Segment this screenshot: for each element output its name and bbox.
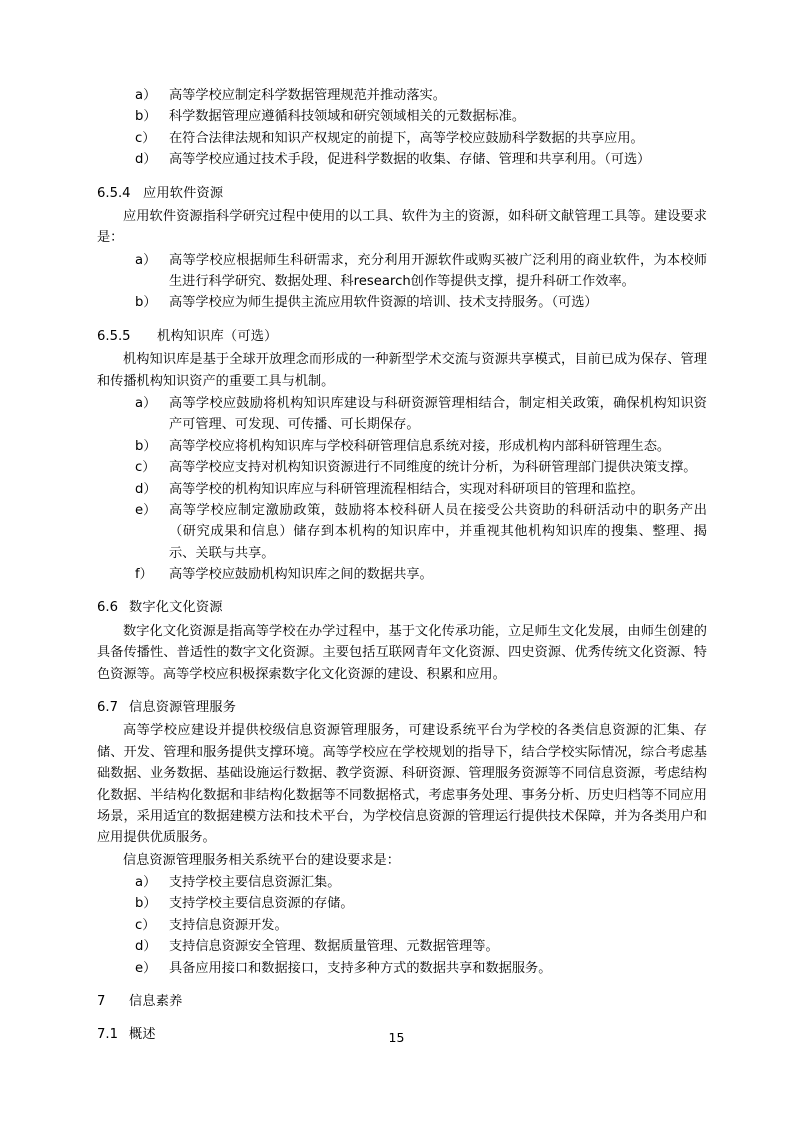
heading-7 xyxy=(97,992,707,1012)
list-item xyxy=(97,250,707,293)
list-6-5-5 xyxy=(97,393,707,585)
list-scientific-data xyxy=(97,85,707,171)
list-6-7 xyxy=(97,872,707,979)
list-6-5-4 xyxy=(97,250,707,314)
page-content xyxy=(97,84,707,1048)
list-item xyxy=(97,564,707,585)
list-item-text: 高等学校应为师生提供主流应用软件资源的培训、技术支持服务。（可选） xyxy=(169,295,598,311)
list-item xyxy=(97,500,707,564)
list-item-text: 支持学校主要信息资源汇集。 xyxy=(169,875,341,891)
list-item-marker: e） xyxy=(135,960,157,976)
list-item xyxy=(97,436,707,457)
list-item-marker: a） xyxy=(135,88,157,103)
heading-6-6-title: 数字化文化资源 xyxy=(129,600,223,616)
list-item-text: 具备应用接口和数据接口，支持多种方式的数据共享和数据服务。 xyxy=(169,960,552,976)
page-number: 15 xyxy=(388,1030,405,1045)
list-item-text: 高等学校应制定科学数据管理规范并推动落实。 xyxy=(169,88,446,103)
list-item-text: 在符合法律法规和知识产权规定的前提下，高等学校应鼓励科学数据的共享应用。 xyxy=(169,130,644,146)
heading-6-5-4-number: 6.5.4 xyxy=(97,185,131,201)
list-item-marker: b） xyxy=(135,295,157,311)
list-item xyxy=(97,393,707,436)
heading-6-6 xyxy=(97,598,707,618)
list-item xyxy=(97,893,707,914)
heading-7-1-number: 7.1 xyxy=(97,1027,118,1043)
list-item-text: 高等学校应根据师生科研需求，充分利用开源软件或购买被广泛利用的商业软件，为本校师生进行科学研究、数据处理、科research创作等提供支撑，提升科研工作效率。 xyxy=(169,252,707,290)
heading-6-5-4 xyxy=(97,184,707,204)
list-item xyxy=(97,106,707,127)
heading-6-5-5-title: 机构知识库（可选） xyxy=(157,328,278,344)
paragraph-6-5-5: 机构知识库是基于全球开放理念而形成的一种新型学术交流与资源共享模式，目前已成为保存、管理和传播机构知识资产的重要工具与机制。 xyxy=(97,352,707,389)
list-item-marker: a） xyxy=(135,875,157,891)
list-item-text: 科学数据管理应遵循科技领域和研究领域相关的元数据标准。 xyxy=(169,109,526,125)
heading-6-5-5-number: 6.5.5 xyxy=(97,328,131,344)
list-item xyxy=(97,479,707,500)
list-item-marker: d） xyxy=(135,939,157,955)
paragraph-6-6: 数字化文化资源是指高等学校在办学过程中，基于文化传承功能，立足师生文化发展，由师生创建的具备传播性、普适性的数字文化资源。主要包括互联网青年文化资源、四史资源、优秀传统文化资源、特色资源等。高等学校应积极探索数字化文化资源的建设、积累和应用。 xyxy=(97,623,707,682)
list-item-text: 高等学校应鼓励机构知识库之间的数据共享。 xyxy=(169,567,433,583)
list-item-marker: e） xyxy=(135,502,157,518)
list-item-marker: f） xyxy=(135,567,153,583)
list-item-text: 支持信息资源开发。 xyxy=(169,917,288,933)
list-item xyxy=(97,457,707,478)
list-item-text: 支持学校主要信息资源的存储。 xyxy=(169,896,354,912)
paragraph-6-5-4: 应用软件资源指科学研究过程中使用的以工具、软件为主的资源，如科研文献管理工具等。建设要求是： xyxy=(97,208,707,246)
list-item-marker: a） xyxy=(135,396,157,412)
list-item-text: 支持信息资源安全管理、数据质量管理、元数据管理等。 xyxy=(169,939,499,955)
list-item-text: 高等学校的机构知识库应与科研管理流程相结合，实现对科研项目的管理和监控。 xyxy=(169,481,644,497)
list-item-text: 高等学校应将机构知识库与学校科研管理信息系统对接，形成机构内部科研管理生态。 xyxy=(169,438,671,454)
list-item-marker: c） xyxy=(135,130,156,146)
list-item xyxy=(97,936,707,957)
heading-7-1-title: 概述 xyxy=(129,1027,156,1043)
heading-7-number: 7 xyxy=(97,993,106,1009)
heading-7-title: 信息素养 xyxy=(129,993,183,1009)
heading-6-5-5 xyxy=(97,327,707,347)
list-item-text: 高等学校应支持对机构知识资源进行不同维度的统计分析，为科研管理部门提供决策支撑。 xyxy=(169,460,697,476)
heading-6-6-number: 6.6 xyxy=(97,600,118,616)
list-item-marker: d） xyxy=(135,481,157,497)
list-item-marker: a） xyxy=(135,252,157,268)
list-item-marker: b） xyxy=(135,438,157,454)
list-item-marker: c） xyxy=(135,917,156,933)
heading-6-7-number: 6.7 xyxy=(97,699,118,715)
list-item xyxy=(97,85,707,106)
list-item xyxy=(97,872,707,893)
list-item-marker: c） xyxy=(135,460,156,476)
list-item-text: 高等学校应通过技术手段，促进科学数据的收集、存储、管理和共享利用。（可选） xyxy=(169,152,651,168)
list-item xyxy=(97,958,707,979)
paragraph-6-7-2: 信息资源管理服务相关系统平台的建设要求是： xyxy=(123,852,400,868)
heading-6-7-title: 信息资源管理服务 xyxy=(129,699,237,715)
list-item-marker: d） xyxy=(135,152,157,168)
list-item xyxy=(97,128,707,149)
heading-6-5-4-title: 应用软件资源 xyxy=(143,185,224,201)
list-item xyxy=(97,915,707,936)
heading-6-7 xyxy=(97,698,707,718)
list-item-marker: b） xyxy=(135,896,157,912)
list-item xyxy=(97,292,707,313)
list-item-text: 高等学校应制定激励政策，鼓励将本校科研人员在接受公共资助的科研活动中的职务产出（研究成果和信息）储存到本机构的知识库中，并重视其他机构知识库的搜集、整理、揭示、关联与共享。 xyxy=(169,502,707,561)
list-item xyxy=(97,149,707,170)
list-item-text: 高等学校应鼓励将机构知识库建设与科研资源管理相结合，制定相关政策，确保机构知识资产可管理、可发现、可传播、可长期保存。 xyxy=(169,396,707,433)
list-item-marker: b） xyxy=(135,109,157,125)
paragraph-6-7-1: 高等学校应建设并提供校级信息资源管理服务，可建设系统平台为学校的各类信息资源的汇集、存储、开发、管理和服务提供支撑环境。高等学校应在学校规划的指导下，结合学校实际情况，综合考虑基础数据、业务数据、基础设施运行数据、教学资源、科研资源、管理服务资源等不同信息资源，考虑结构化数据、半结构化数据和非结构化数据等不同数据格式，考虑事务处理、事务分析、历史归档等不同应用场景，采用适宜的数据建模方法和技术平台，为学校信息资源的管理运行提供技术保障，并为各类用户和应用提供优质服务。 xyxy=(97,723,707,846)
